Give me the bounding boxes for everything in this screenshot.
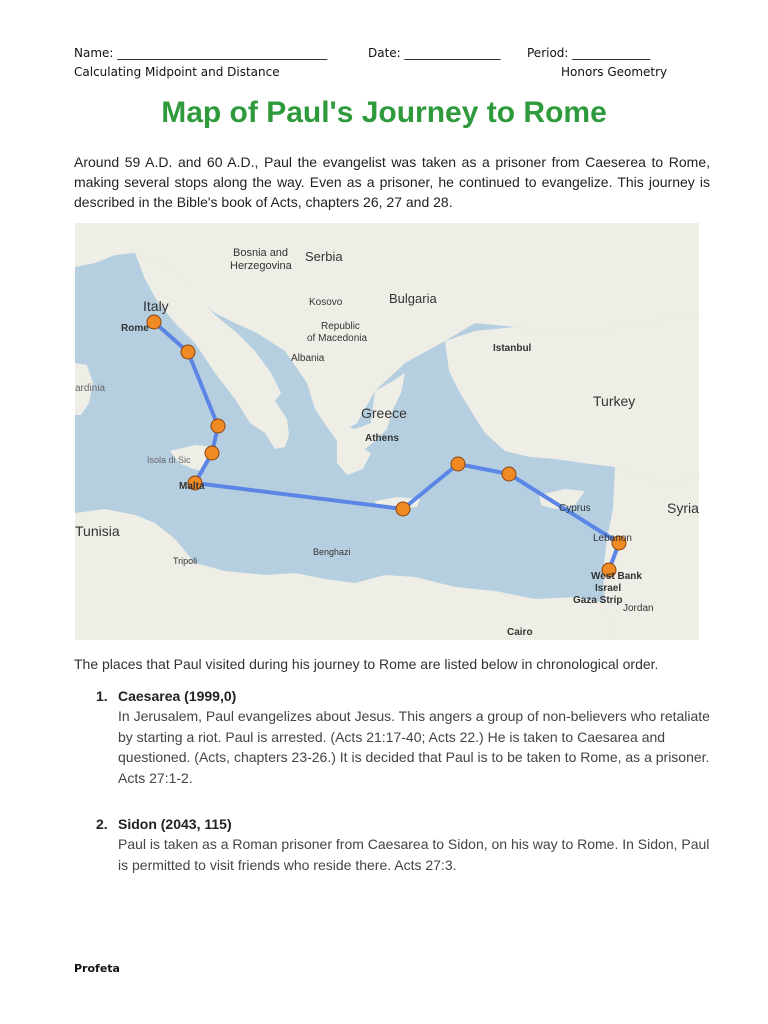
date-field: Date: ________________ [368, 46, 501, 60]
label-jordan: Jordan [623, 603, 654, 614]
label-italy: Italy [143, 298, 169, 314]
label-albania: Albania [291, 353, 325, 364]
footer-author: Profeta [74, 962, 120, 975]
label-kosovo: Kosovo [309, 297, 343, 308]
label-cairo: Cairo [507, 627, 533, 638]
label-rome: Rome [121, 323, 149, 334]
stop-number: 2. [96, 816, 108, 832]
label-malta: Malta [179, 481, 205, 492]
label-sicily: Isola di Sic [147, 455, 191, 465]
label-macedonia: of Macedonia [307, 333, 368, 344]
label-bulgaria: Bulgaria [389, 291, 437, 306]
label-lebanon: Lebanon [593, 533, 632, 544]
stop-marker [502, 467, 516, 481]
intro-paragraph: Around 59 A.D. and 60 A.D., Paul the evangelist was taken as a prisoner from Caeserea to Rome, making several stops along the way. Even as a prisoner, he continued to evangelize. This journey is described in the Bible's book of Acts, chapters 26, 27 and 28. [74, 154, 710, 210]
stop-marker [211, 419, 225, 433]
label-sardinia: ardinia [75, 383, 106, 394]
places-intro: The places that Paul visited during his journey to Rome are listed below in chronological order. [74, 656, 659, 672]
map-svg [75, 223, 699, 640]
journey-map [75, 223, 699, 640]
label-tunisia: Tunisia [75, 523, 120, 539]
label-serbia: Serbia [305, 249, 343, 264]
label-gaza: Gaza Strip [573, 595, 623, 606]
label-istanbul: Istanbul [493, 343, 532, 354]
stop-description: In Jerusalem, Paul evangelizes about Jesus. This angers a group of non-believers who retaliate by starting a riot. Paul is arrested. (Acts 21:17-40; Acts 22.) He is taken to Caesarea and questioned. (Acts, chapters 23-26.) It is decided that Paul is to be taken to Rome, as a prisoner. Acts 27:1-2. [118, 708, 710, 786]
course-label: Honors Geometry [561, 65, 668, 79]
stop-number: 1. [96, 688, 108, 704]
stop-description: Paul is taken as a Roman prisoner from Caesarea to Sidon, on his way to Rome. In Sidon, Paul is permitted to visit friends who reside there. Acts 27:3. [118, 836, 710, 873]
page-title: Map of Paul's Journey to Rome [161, 96, 607, 129]
stop-heading [96, 686, 726, 706]
stop-marker [451, 457, 465, 471]
label-west-bank: West Bank [591, 571, 642, 582]
period-field: Period: _____________ [527, 46, 651, 60]
stop-list [96, 686, 726, 901]
label-bosnia: Bosnia and [233, 247, 289, 259]
name-field: Name: ___________________________________ [74, 46, 328, 60]
stop-marker-crete [396, 502, 410, 516]
label-israel: Israel [595, 583, 622, 594]
label-republic: Republic [321, 321, 360, 332]
label-greece: Greece [361, 405, 407, 421]
stop-marker-rome [147, 315, 161, 329]
stop-title: Sidon (2043, 115) [118, 816, 232, 832]
land-levant [603, 467, 699, 640]
label-athens: Athens [365, 433, 399, 444]
label-cyprus: Cyprus [559, 503, 591, 514]
label-tripoli: Tripoli [173, 556, 198, 566]
list-item [96, 814, 726, 875]
stop-marker [181, 345, 195, 359]
subject-label: Calculating Midpoint and Distance [74, 65, 280, 79]
label-benghazi: Benghazi [313, 547, 351, 557]
stop-marker [205, 446, 219, 460]
list-item [96, 686, 726, 788]
label-herzegovina: Herzegovina [230, 260, 292, 272]
label-turkey: Turkey [593, 393, 636, 409]
label-syria: Syria [667, 500, 699, 516]
stop-heading [96, 814, 726, 834]
stop-title: Caesarea (1999,0) [118, 688, 237, 704]
